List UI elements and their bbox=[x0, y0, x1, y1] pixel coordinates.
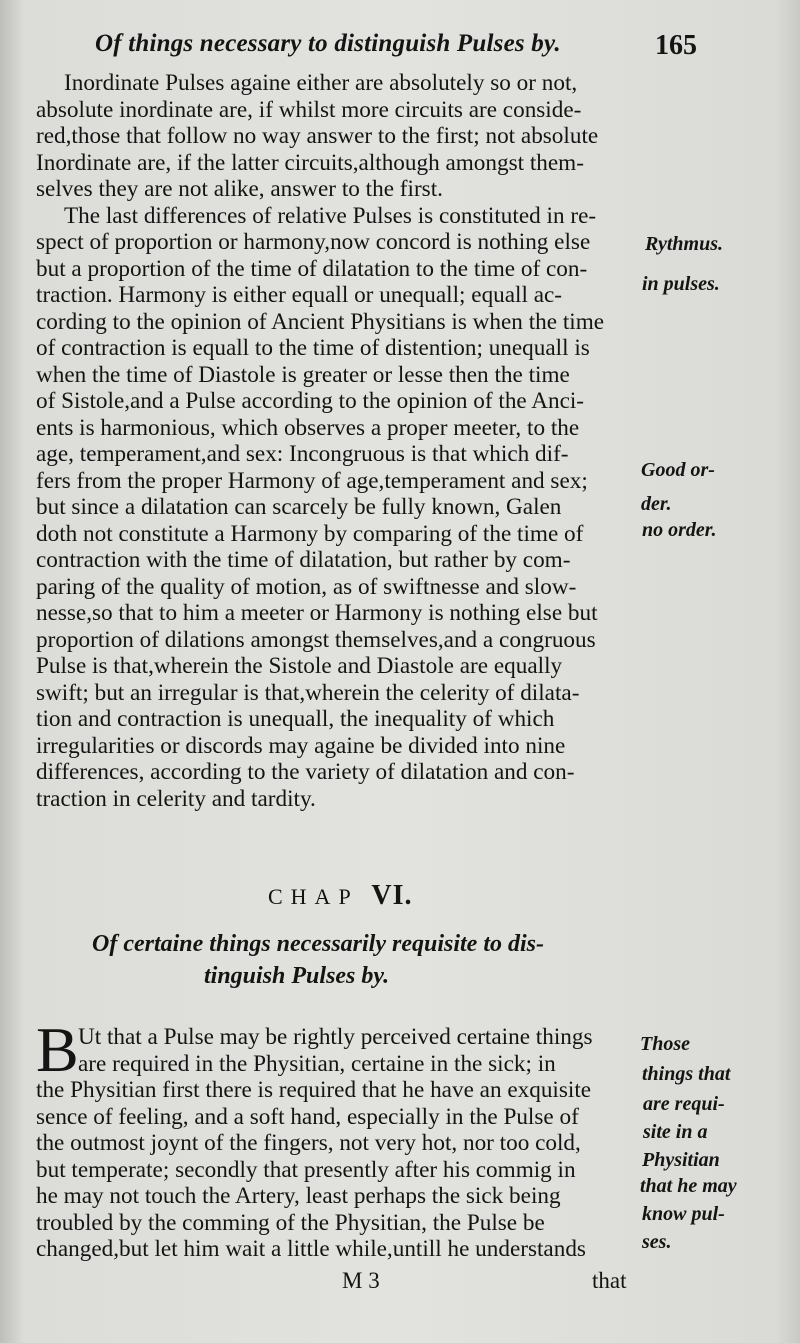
text-line: red,those that follow no way answer to the first; not absolute bbox=[36, 123, 599, 149]
text-line: absolute inordinate are, if whilst more circuits are conside- bbox=[36, 96, 582, 123]
text-line: of Sistole,and a Pulse according to the opinion of the Anci- bbox=[36, 388, 585, 414]
text-line: the Physitian first there is required that he have an exquisite bbox=[36, 1077, 592, 1103]
text-line: proportion of dilations amongst themselves,and a congruous bbox=[36, 626, 596, 653]
text-line: The last differences of relative Pulses is constituted in re- bbox=[64, 202, 597, 229]
text-line: Inordinate Pulses againe either are absolutely so or not, bbox=[64, 70, 578, 96]
text-line: traction. Harmony is either equall or unequall; equall ac- bbox=[36, 282, 563, 308]
text-line: but temperate; secondly that presently after his commig in bbox=[36, 1156, 576, 1183]
text-line: ents is harmonious, which observes a proper meeter, to the bbox=[36, 414, 580, 441]
text-line: tion and contraction is unequall, the inequality of which bbox=[36, 706, 555, 732]
text-line: selves they are not alike, answer to the first. bbox=[36, 176, 443, 202]
text-line: of contraction is equall to the time of distention; unequall is bbox=[36, 335, 590, 361]
margin-note: der. bbox=[641, 493, 672, 515]
section-text bbox=[36, 70, 638, 812]
text-line: paring of the quality of motion, as of swiftnesse and slow- bbox=[36, 573, 577, 600]
margin-note: Those bbox=[640, 1033, 690, 1055]
margin-note: in pulses. bbox=[642, 273, 720, 295]
text-line: swift; but an irregular is that,wherein the celerity of dilata- bbox=[36, 679, 580, 706]
margin-note: Physitian bbox=[642, 1149, 720, 1171]
text-line: troubled by the comming of the Physitian, the Pulse be bbox=[36, 1209, 545, 1236]
text-line: spect of proportion or harmony,now concord is nothing else bbox=[36, 229, 591, 255]
text-line: fers from the proper Harmony of age,temperament and sex; bbox=[36, 467, 588, 494]
chapter-title-line: Of certaine things necessarily requisite to dis- bbox=[92, 931, 544, 957]
text-line: Inordinate are, if the latter circuits,although amongst them- bbox=[36, 149, 584, 176]
chapter-text bbox=[36, 1024, 638, 1263]
chapter-title-line: tinguish Pulses by. bbox=[204, 963, 390, 989]
text-line: but a proportion of the time of dilatation to the time of con- bbox=[36, 255, 588, 282]
text-line: contraction with the time of dilatation, but rather by com- bbox=[36, 547, 571, 573]
text-line: age, temperament,and sex: Incongruous is that which dif- bbox=[36, 441, 569, 467]
page-number: 165 bbox=[655, 30, 697, 61]
text-line: Ut that a Pulse may be rightly perceived certaine things bbox=[78, 1024, 593, 1050]
text-line: cording to the opinion of Ancient Physitians is when the time bbox=[36, 308, 605, 335]
chapter-label: CHAP bbox=[268, 884, 358, 909]
chapter-heading bbox=[268, 880, 413, 912]
text-line: nesse,so that to him a meeter or Harmony is nothing else but bbox=[36, 600, 598, 626]
text-line: he may not touch the Artery, least perhaps the sick being bbox=[36, 1183, 561, 1209]
text-line: doth not constitute a Harmony by comparing of the time of bbox=[36, 520, 584, 547]
text-line: irregularities or discords may againe be divided into nine bbox=[36, 732, 566, 759]
margin-note: things that bbox=[642, 1063, 731, 1085]
text-line: traction in celerity and tardity. bbox=[36, 785, 316, 812]
margin-note: know pul- bbox=[642, 1203, 725, 1225]
margin-note: are requi- bbox=[643, 1093, 725, 1115]
margin-note: that he may bbox=[640, 1175, 737, 1197]
chapter-title bbox=[92, 928, 612, 992]
text-line: differences, according to the variety of dilatation and con- bbox=[36, 759, 575, 785]
margin-note: Rythmus. bbox=[645, 233, 723, 255]
margin-note: Good or- bbox=[641, 459, 715, 481]
drop-capital: B bbox=[36, 1014, 79, 1085]
text-line: when the time of Diastole is greater or lesse then the time bbox=[36, 361, 570, 388]
running-head: Of things necessary to distinguish Pulses by. bbox=[95, 30, 561, 57]
catchword: that bbox=[592, 1268, 627, 1293]
text-line: sence of feeling, and a soft hand, especially in the Pulse of bbox=[36, 1103, 579, 1130]
text-line: changed,but let him wait a little while,untill he understands bbox=[36, 1236, 586, 1262]
text-line: the outmost joynt of the fingers, not very hot, nor too cold, bbox=[36, 1130, 581, 1156]
margin-note: ses. bbox=[642, 1231, 672, 1253]
text-line: but since a dilatation can scarcely be fully known, Galen bbox=[36, 494, 562, 520]
margin-note: no order. bbox=[642, 519, 717, 541]
text-line: Pulse is that,wherein the Sistole and Diastole are equally bbox=[36, 653, 563, 679]
signature-mark: M 3 bbox=[342, 1268, 380, 1293]
margin-note: site in a bbox=[643, 1121, 708, 1143]
chapter-number: VI. bbox=[371, 880, 413, 911]
text-line: are required in the Physitian, certaine in the sick; in bbox=[78, 1050, 556, 1077]
